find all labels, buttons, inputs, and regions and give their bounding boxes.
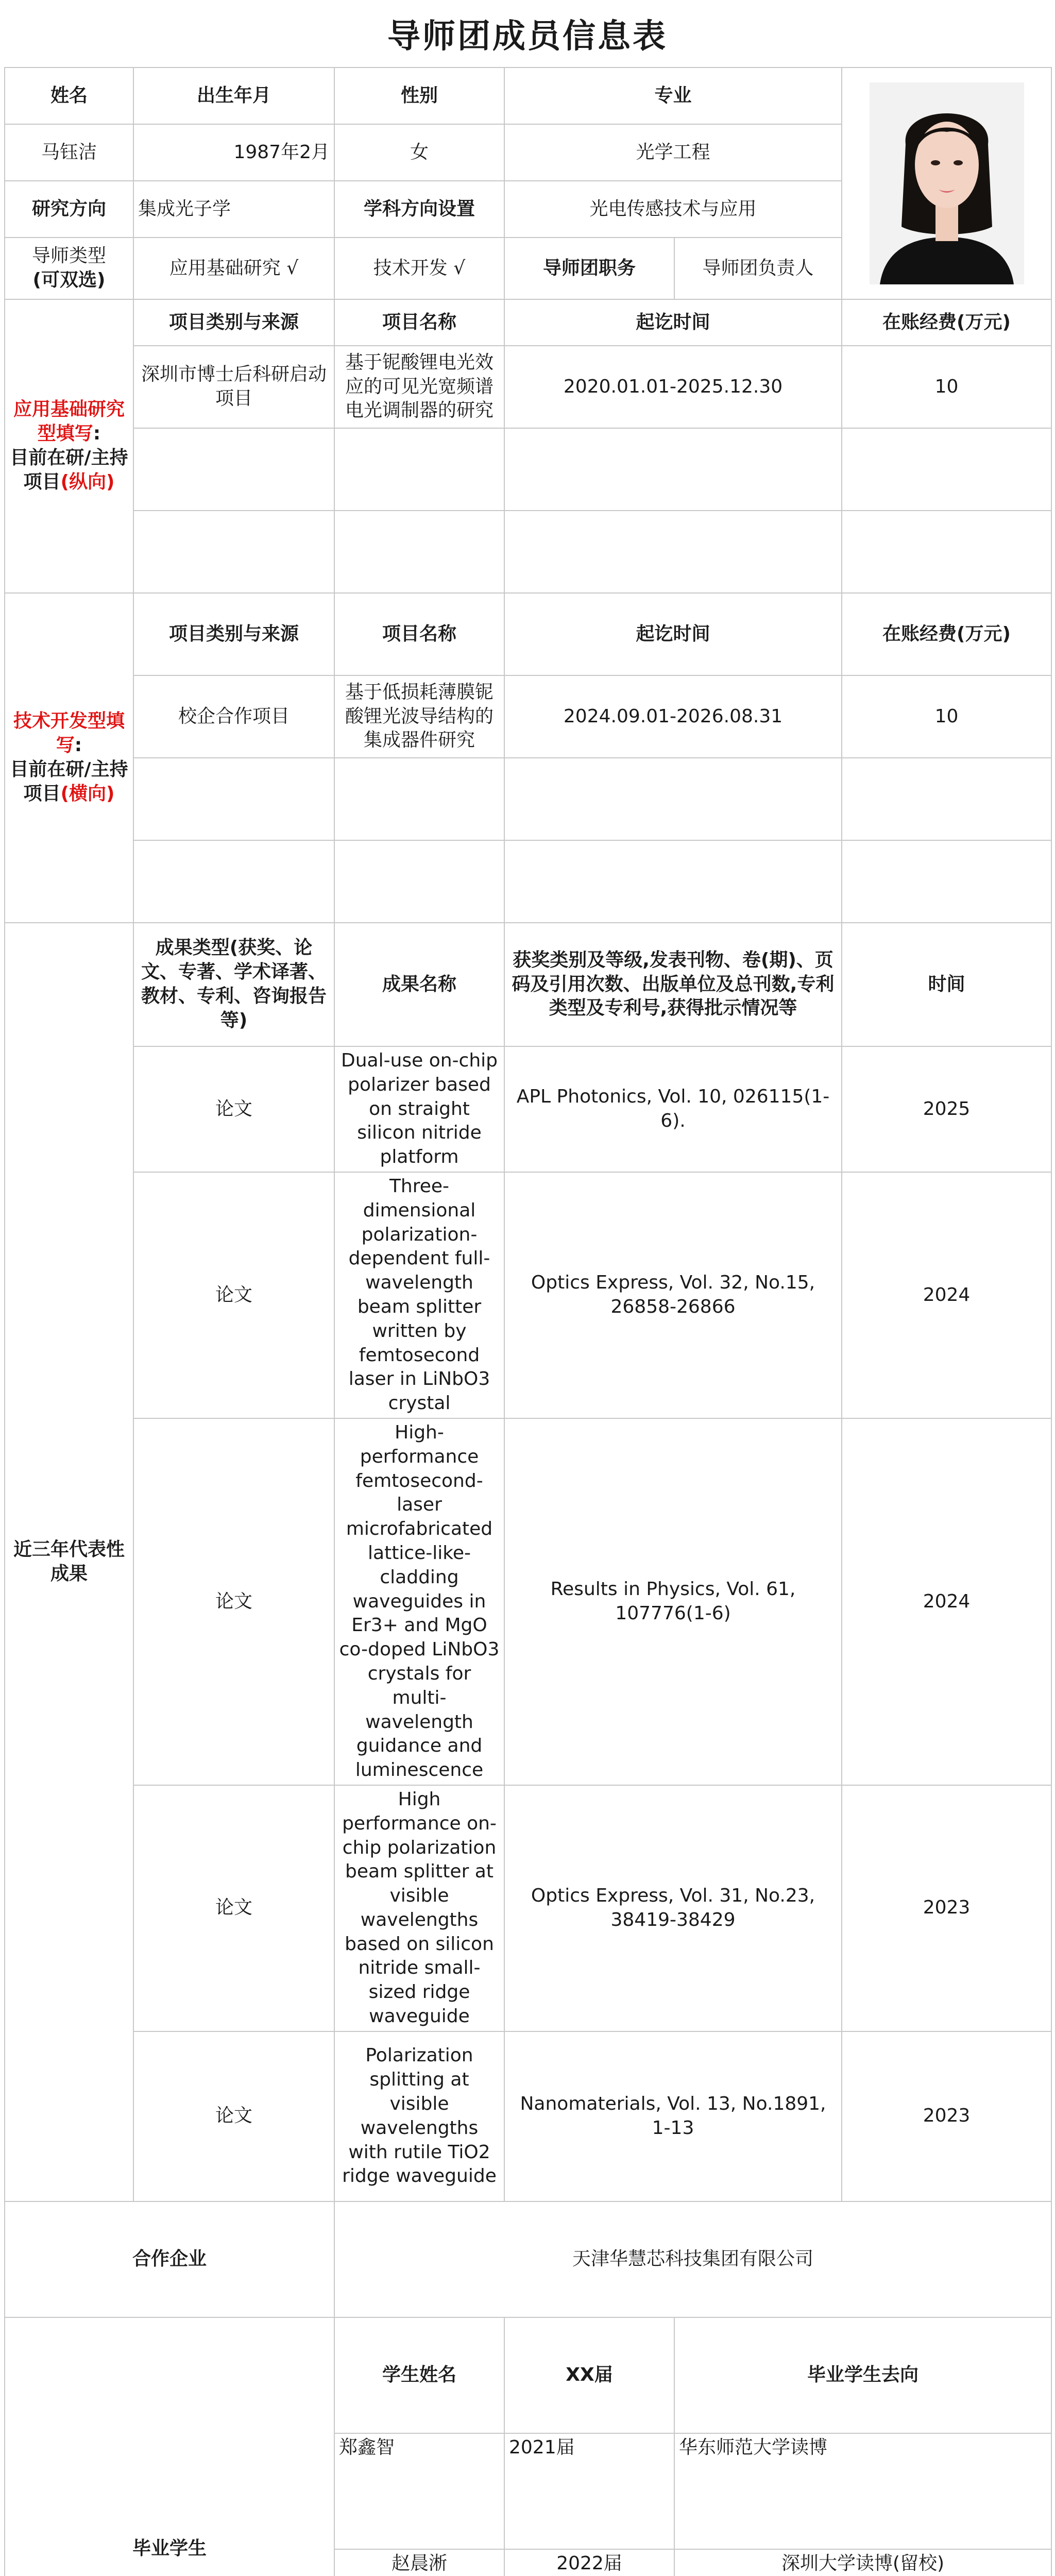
project-funding (842, 428, 1051, 511)
achievement-detail: APL Photonics, Vol. 10, 026115(1-6). (504, 1046, 842, 1172)
achievement-time: 2023 (842, 1785, 1051, 2031)
graduates-header-row (5, 2317, 1051, 2433)
cooperation-value: 天津华慧芯科技集团有限公司 (334, 2201, 1051, 2317)
achievement-type: 论文 (133, 1172, 334, 1418)
achievement-name: High performance on-chip polarization beam splitter at visible wavelengths based on silicon nitride small-sized ridge waveguide (334, 1785, 504, 2031)
basic-header-row (5, 67, 1051, 124)
achievement-time: 2024 (842, 1418, 1051, 1785)
basic-research-section-label (5, 299, 133, 593)
project-funding (842, 840, 1051, 923)
graduate-destination-header: 毕业学生去向 (674, 2317, 1051, 2433)
photo-cell (842, 67, 1051, 299)
birth-value: 1987年2月 (133, 124, 334, 181)
project-name (334, 428, 504, 511)
mentor-type-label-line1: 导师类型 (31, 245, 106, 267)
project-name-header: 项目名称 (334, 299, 504, 346)
project-category: 校企合作项目 (133, 675, 334, 758)
achievements-section-label: 近三年代表性成果 (5, 923, 133, 2201)
achievement-type: 论文 (133, 1046, 334, 1172)
basic-project-row (5, 511, 1051, 593)
achievement-detail: Optics Express, Vol. 31, No.23, 38419-38429 (504, 1785, 842, 2031)
basic-project-row (5, 428, 1051, 511)
achievement-time-header: 时间 (842, 923, 1051, 1046)
project-category-header: 项目类别与来源 (133, 593, 334, 675)
gender-value: 女 (334, 124, 504, 181)
project-funding-header: 在账经费(万元) (842, 593, 1051, 675)
graduate-class: 2022届 (504, 2549, 674, 2576)
project-name (334, 511, 504, 593)
graduate-class: 2021届 (504, 2433, 674, 2549)
achievement-detail: Results in Physics, Vol. 61, 107776(1-6) (504, 1418, 842, 1785)
project-period: 2020.01.01-2025.12.30 (504, 346, 842, 428)
mentor-type-basic: 应用基础研究 √ (133, 238, 334, 299)
project-funding: 10 (842, 675, 1051, 758)
achievement-name: Polarization splitting at visible wavelengths with rutile TiO2 ridge waveguide (334, 2031, 504, 2201)
project-funding-header: 在账经费(万元) (842, 299, 1051, 346)
name-label: 姓名 (5, 67, 133, 124)
project-name: 基于铌酸锂电光效应的可见光宽频谱电光调制器的研究 (334, 346, 504, 428)
achievement-row (5, 1172, 1051, 1418)
achievement-time: 2023 (842, 2031, 1051, 2201)
page-title: 导师团成员信息表 (387, 18, 668, 56)
achievement-row (5, 2031, 1051, 2201)
achievement-name: High-performance femtosecond-laser microfabricated lattice-like-cladding waveguides in Er3+ and MgO co-doped LiNbO3 crystals for multi-wavelength guidance and luminescence (334, 1418, 504, 1785)
achievement-type: 论文 (133, 1418, 334, 1785)
graduates-label: 毕业学生 (5, 2317, 334, 2576)
basic-projects-header-row (5, 299, 1051, 346)
project-funding (842, 511, 1051, 593)
project-name-header: 项目名称 (334, 593, 504, 675)
birth-label: 出生年月 (133, 67, 334, 124)
project-period-header: 起讫时间 (504, 299, 842, 346)
basic-research-label-c: 目前在研/主持项目 (10, 447, 128, 493)
project-period (504, 758, 842, 840)
achievement-detail-header: 获奖类别及等级,发表刊物、卷(期)、页码及引用次数、出版单位及总刊数,专利类型及专利号,获得批示情况等 (504, 923, 842, 1046)
project-name (334, 758, 504, 840)
tech-project-row (5, 675, 1051, 758)
project-period (504, 840, 842, 923)
achievement-name: Three-dimensional polarization-dependent full-wavelength beam splitter written by femtosecond laser in LiNbO3 crystal (334, 1172, 504, 1418)
basic-research-label-d: (纵向) (60, 471, 115, 493)
photo-left-eye (931, 160, 940, 165)
achievement-row (5, 1418, 1051, 1785)
achievement-detail: Optics Express, Vol. 32, No.15, 26858-26866 (504, 1172, 842, 1418)
graduate-destination: 深圳大学读博(留校) (674, 2549, 1051, 2576)
profile-photo (870, 82, 1024, 284)
mentor-type-label-line2: (可双选) (32, 269, 106, 291)
project-category (133, 428, 334, 511)
achievement-name: Dual-use on-chip polarizer based on straight silicon nitride platform (334, 1046, 504, 1172)
graduate-name-header: 学生姓名 (334, 2317, 504, 2433)
team-role-value: 导师团负责人 (674, 238, 842, 299)
tech-dev-label-b: : (74, 735, 82, 756)
research-direction-label: 研究方向 (5, 181, 133, 238)
achievement-detail: Nanomaterials, Vol. 13, No.1891, 1-13 (504, 2031, 842, 2201)
major-value: 光学工程 (504, 124, 842, 181)
cooperation-label: 合作企业 (5, 2201, 334, 2317)
tech-project-row (5, 758, 1051, 840)
achievement-time: 2024 (842, 1172, 1051, 1418)
info-table (4, 67, 1052, 2576)
project-category-header: 项目类别与来源 (133, 299, 334, 346)
project-name: 基于低损耗薄膜铌酸锂光波导结构的集成器件研究 (334, 675, 504, 758)
achievement-row (5, 1046, 1051, 1172)
project-name (334, 840, 504, 923)
graduate-class-header: XX届 (504, 2317, 674, 2433)
achievement-row (5, 1785, 1051, 2031)
achievements-header-row (5, 923, 1051, 1046)
basic-research-label-a: 应用基础研究型填写 (13, 399, 125, 445)
project-period: 2024.09.01-2026.08.31 (504, 675, 842, 758)
graduate-name: 赵晨淅 (334, 2549, 504, 2576)
tech-dev-section-label (5, 593, 133, 923)
discipline-setting-label: 学科方向设置 (334, 181, 504, 238)
project-period (504, 428, 842, 511)
mentor-type-tech: 技术开发 √ (334, 238, 504, 299)
project-funding: 10 (842, 346, 1051, 428)
name-value: 马钰洁 (5, 124, 133, 181)
research-direction-value: 集成光子学 (133, 181, 334, 238)
gender-label: 性别 (334, 67, 504, 124)
project-funding (842, 758, 1051, 840)
project-category: 深圳市博士后科研启动项目 (133, 346, 334, 428)
achievement-time: 2025 (842, 1046, 1051, 1172)
tech-dev-label-d: (横向) (60, 783, 115, 804)
tech-project-row (5, 840, 1051, 923)
graduate-name: 郑鑫智 (334, 2433, 504, 2549)
photo-right-eye (954, 160, 963, 165)
team-role-label: 导师团职务 (504, 238, 674, 299)
major-label: 专业 (504, 67, 842, 124)
achievement-name-header: 成果名称 (334, 923, 504, 1046)
cooperation-row (5, 2201, 1051, 2317)
project-category (133, 511, 334, 593)
project-period (504, 511, 842, 593)
achievement-type: 论文 (133, 1785, 334, 2031)
project-period-header: 起讫时间 (504, 593, 842, 675)
tech-dev-label-c: 目前在研/主持项目 (10, 759, 128, 804)
project-category (133, 758, 334, 840)
achievement-type: 论文 (133, 2031, 334, 2201)
basic-project-row (5, 346, 1051, 428)
graduate-destination: 华东师范大学读博 (674, 2433, 1051, 2549)
tech-dev-label-a: 技术开发型填写 (13, 710, 125, 756)
tech-projects-header-row (5, 593, 1051, 675)
mentor-type-label (5, 238, 133, 299)
achievement-type-header: 成果类型(获奖、论文、专著、学术译著、教材、专利、咨询报告等) (133, 923, 334, 1046)
basic-research-label-b: : (93, 423, 101, 445)
project-category (133, 840, 334, 923)
discipline-setting-value: 光电传感技术与应用 (504, 181, 842, 238)
